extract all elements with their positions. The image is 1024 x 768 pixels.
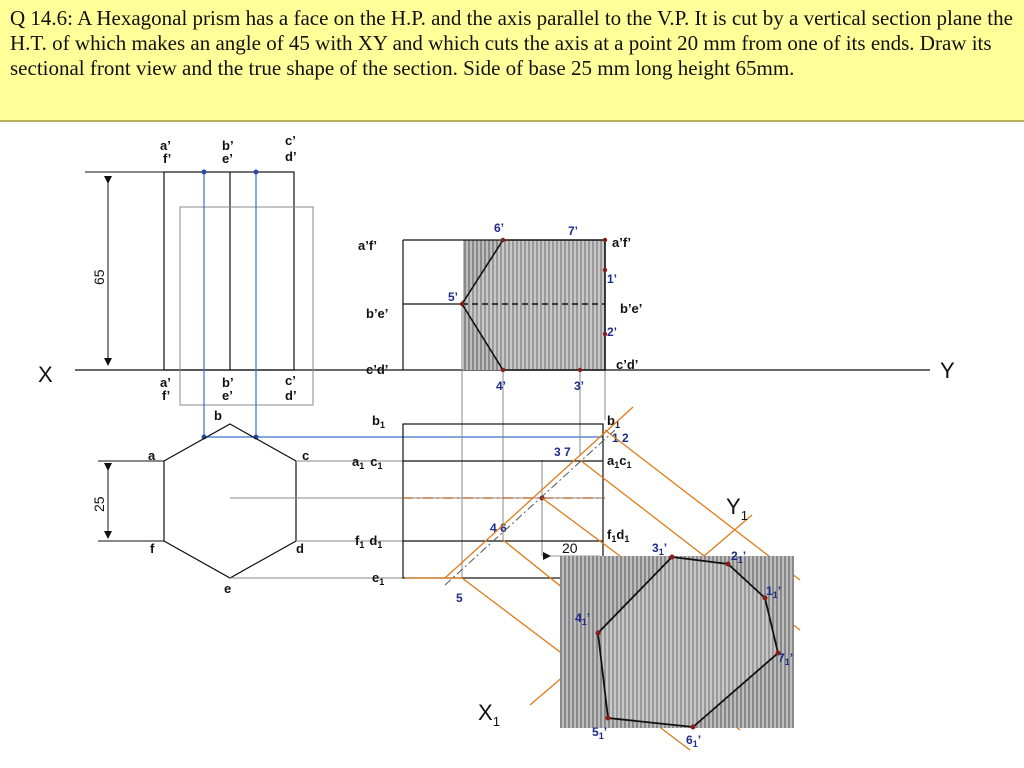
side-value: 25 xyxy=(91,496,107,512)
ts-1: $1_1$’ xyxy=(766,584,782,600)
ts-4: $4_1$’ xyxy=(575,611,591,627)
b1-label: $b_1$ xyxy=(372,413,385,430)
ra1c1-label: $a_1c_1$ xyxy=(607,453,632,470)
height-dimension xyxy=(85,172,164,362)
tv-c: c xyxy=(302,448,310,463)
fv-bot-d: d’ xyxy=(285,388,297,403)
n46-label: 4 6 xyxy=(490,521,507,535)
point-1: 1’ xyxy=(607,272,618,286)
tv-e: e xyxy=(224,581,232,596)
point-3: 3’ xyxy=(574,379,585,393)
fv-top-b: b’ xyxy=(222,138,234,153)
right-af: a’f’ xyxy=(612,235,632,250)
n12-label: 1 2 xyxy=(612,431,629,445)
point-6: 6’ xyxy=(494,221,505,235)
side-be: b’e’ xyxy=(366,306,389,321)
ts-7: $7_1$’ xyxy=(778,651,794,667)
tv-a: a xyxy=(148,448,156,463)
cut-value: 20 xyxy=(562,540,578,556)
point-4: 4’ xyxy=(496,379,507,393)
e1-label: $e_1$ xyxy=(372,570,385,587)
point-7: 7’ xyxy=(568,224,579,238)
tv-f: f xyxy=(150,541,155,556)
fv-bot-e: e’ xyxy=(222,388,233,403)
side-dimension xyxy=(98,461,164,541)
fv-top-d: d’ xyxy=(285,149,297,164)
y1-label: $Y_1$ xyxy=(726,494,748,523)
f1d1-label: $f_1$ $d_1$ xyxy=(355,533,383,550)
right-cd: c’d’ xyxy=(616,357,639,372)
sectional-front-view xyxy=(403,238,607,372)
ts-6: $6_1$’ xyxy=(686,733,702,749)
point-5: 5’ xyxy=(448,290,459,304)
x1-label: $X_1$ xyxy=(478,700,500,729)
fv-top-f: f’ xyxy=(163,151,172,166)
rf1d1-label: $f_1d_1$ xyxy=(607,527,630,544)
front-view xyxy=(164,172,313,405)
n5-label: 5 xyxy=(456,591,463,605)
fv-bot-b: b’ xyxy=(222,375,234,390)
a1c1-label: $a_1$ $c_1$ xyxy=(352,454,383,471)
y-label: Y xyxy=(940,358,955,383)
x-label: X xyxy=(38,362,53,387)
tv-b: b xyxy=(214,408,222,423)
rb1-label: $b_1$ xyxy=(607,413,620,430)
fv-top-e: e’ xyxy=(222,151,233,166)
true-shape-section xyxy=(560,555,794,730)
tv-d: d xyxy=(296,541,304,556)
ts-3: $3_1$’ xyxy=(652,541,668,557)
ts-2: $2_1$’ xyxy=(731,549,747,565)
top-view-hexagon xyxy=(164,424,296,578)
fv-top-c: c’ xyxy=(285,133,296,148)
fv-top-a: a’ xyxy=(160,138,171,153)
right-be: b’e’ xyxy=(620,301,643,316)
fv-bot-c: c’ xyxy=(285,373,296,388)
ts-5: $5_1$’ xyxy=(592,725,608,741)
fv-bot-f: f’ xyxy=(162,388,171,403)
side-af: a’f’ xyxy=(358,238,378,253)
question-text: Q 14.6: A Hexagonal prism has a face on the H.P. and the axis parallel to the V.P. It is cut by a vertical section plane the H.T. of which makes an angle of 45 with XY and which cuts the axis at a point 20 mm from one of its ends. Draw its sectional front view and the true shape of the section. Side of base 25 mm long height 65mm. xyxy=(0,0,1024,122)
point-2: 2’ xyxy=(607,325,618,339)
height-value: 65 xyxy=(91,269,107,285)
n37-label: 3 7 xyxy=(554,445,571,459)
side-cd: c’d’ xyxy=(366,362,389,377)
fv-bot-a: a’ xyxy=(160,375,171,390)
